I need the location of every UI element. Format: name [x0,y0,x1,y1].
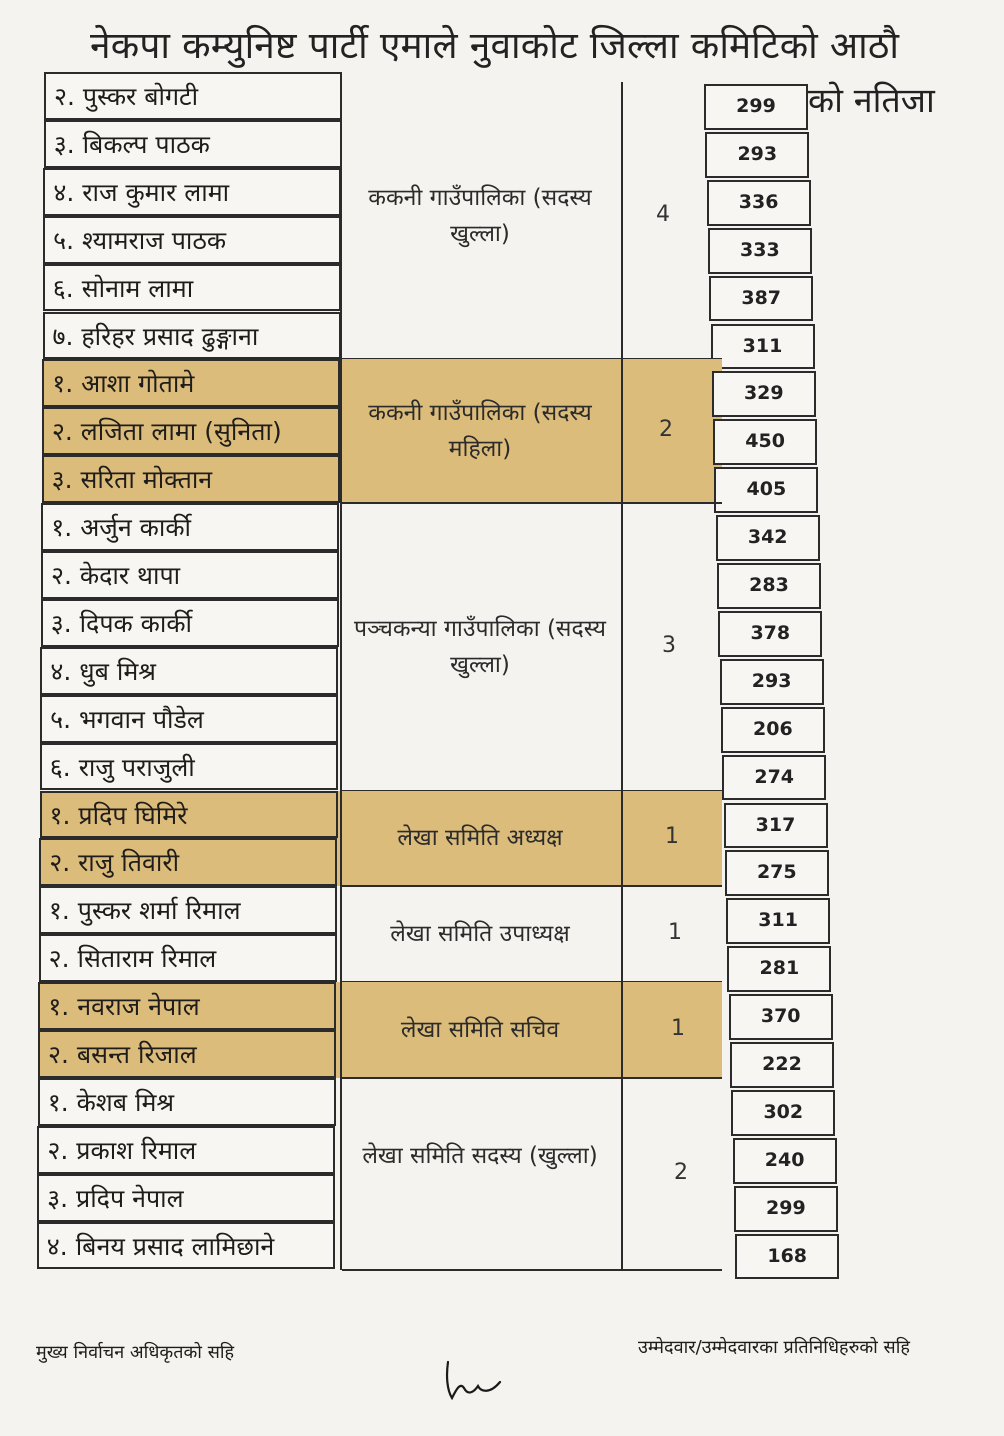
group-divider [342,1077,722,1079]
vote-count: 222 [730,1042,834,1088]
vote-count: 274 [722,755,826,801]
seat-count: 1 [671,1016,685,1041]
vote-count: 336 [707,180,811,226]
returning-officer-signature-label: मुख्य निर्वाचन अधिकृतको सहि [36,1342,235,1363]
post-title: ककनी गाउँपालिका (सदस्य महिला) [368,400,592,463]
candidate-representatives-signature-label: उम्मेदवार/उम्मेदवारका प्रतिनिधिहरुको सहि [638,1337,910,1358]
candidate-name: ३. सरिता मोक्तान [42,455,340,503]
candidate-name: १. नवराज नेपाल [38,982,336,1030]
vote-count: 281 [727,946,831,992]
seat-count: 1 [665,824,679,850]
candidate-name: ४. धुब मिश्र [40,647,338,695]
sheet-title: नेकपा कम्युनिष्ट पार्टी एमाले नुवाकोट जिल्ला कमिटिको आठौ [90,24,900,67]
vote-count: 293 [720,659,824,705]
vote-count: 302 [731,1090,835,1136]
vote-count: 275 [725,850,829,896]
post-title: लेखा समिति उपाध्यक्ष [390,921,570,948]
candidate-name: २. प्रकाश रिमाल [37,1126,335,1174]
candidate-name: ३. प्रदिप नेपाल [37,1174,335,1222]
seat-count: 4 [656,201,670,227]
vote-count: 293 [705,132,809,178]
vote-count: 329 [712,371,816,417]
group-divider [342,885,722,887]
vote-count: 317 [724,803,828,849]
post-title: पञ्चकन्या गाउँपालिका (सदस्य खुल्ला) [354,615,606,678]
candidate-name: १. आशा गोतामे [42,359,340,407]
candidate-name: १. अर्जुन कार्की [41,503,339,551]
post-title: लेखा समिति सचिव [400,1017,560,1043]
vote-count: 311 [726,898,830,944]
candidate-name: २. बसन्त रिजाल [38,1030,336,1078]
candidate-name: २. सिताराम रिमाल [39,934,337,982]
candidate-name: २. लजिता लामा (सुनिता) [42,407,340,455]
sheet-title-tail: को नतिजा [808,81,935,121]
candidate-name: १. प्रदिप घिमिरे [40,791,338,839]
vote-count: 387 [709,276,813,322]
vote-count: 240 [733,1138,837,1184]
candidate-name: ६. राजु पराजुली [40,743,338,791]
candidate-name: ४. बिनय प्रसाद लामिछाने [37,1222,335,1270]
candidate-name: १. केशब मिश्र [38,1078,336,1126]
vote-count: 168 [735,1234,839,1280]
vote-count: 206 [721,707,825,753]
seat-count: 1 [668,920,682,946]
vote-count: 450 [713,419,817,465]
vote-count: 370 [729,994,833,1040]
candidate-name: २. राजु तिवारी [39,838,337,886]
vote-count: 299 [704,84,808,130]
vote-count: 299 [734,1186,838,1232]
candidate-name: ३. दिपक कार्की [41,599,339,647]
candidate-name: ५. श्यामराज पाठक [43,216,341,264]
vote-count: 342 [716,515,820,561]
candidate-name: १. पुस्कर शर्मा रिमाल [39,886,337,934]
post-title: ककनी गाउँपालिका (सदस्य खुल्ला) [368,184,592,247]
group-divider [342,1269,722,1271]
vote-count: 311 [711,324,815,370]
post-column-border [340,82,342,1270]
group-divider [342,502,722,504]
candidate-name: ५. भगवान पौडेल [40,695,338,743]
candidate-name: ३. बिकल्प पाठक [44,120,342,168]
post-title: लेखा समिति सदस्य (खुल्ला) [362,1142,598,1169]
candidate-name: ६. सोनाम लामा [43,264,341,312]
candidate-name: ४. राज कुमार लामा [43,168,341,216]
post-title: लेखा समिति अध्यक्ष [397,825,563,852]
seat-count: 2 [659,417,673,443]
vote-count: 283 [717,563,821,609]
count-column-border [621,82,623,1270]
seat-count: 3 [662,632,676,658]
candidate-name: २. केदार थापा [41,551,339,599]
handwritten-signature [440,1352,510,1412]
seat-count: 2 [674,1159,688,1185]
vote-count: 378 [718,611,822,657]
vote-count: 333 [708,228,812,274]
candidate-name: ७. हरिहर प्रसाद ढुङ्गाना [43,312,341,360]
vote-count: 405 [714,467,818,513]
candidate-name: २. पुस्कर बोगटी [44,72,342,120]
